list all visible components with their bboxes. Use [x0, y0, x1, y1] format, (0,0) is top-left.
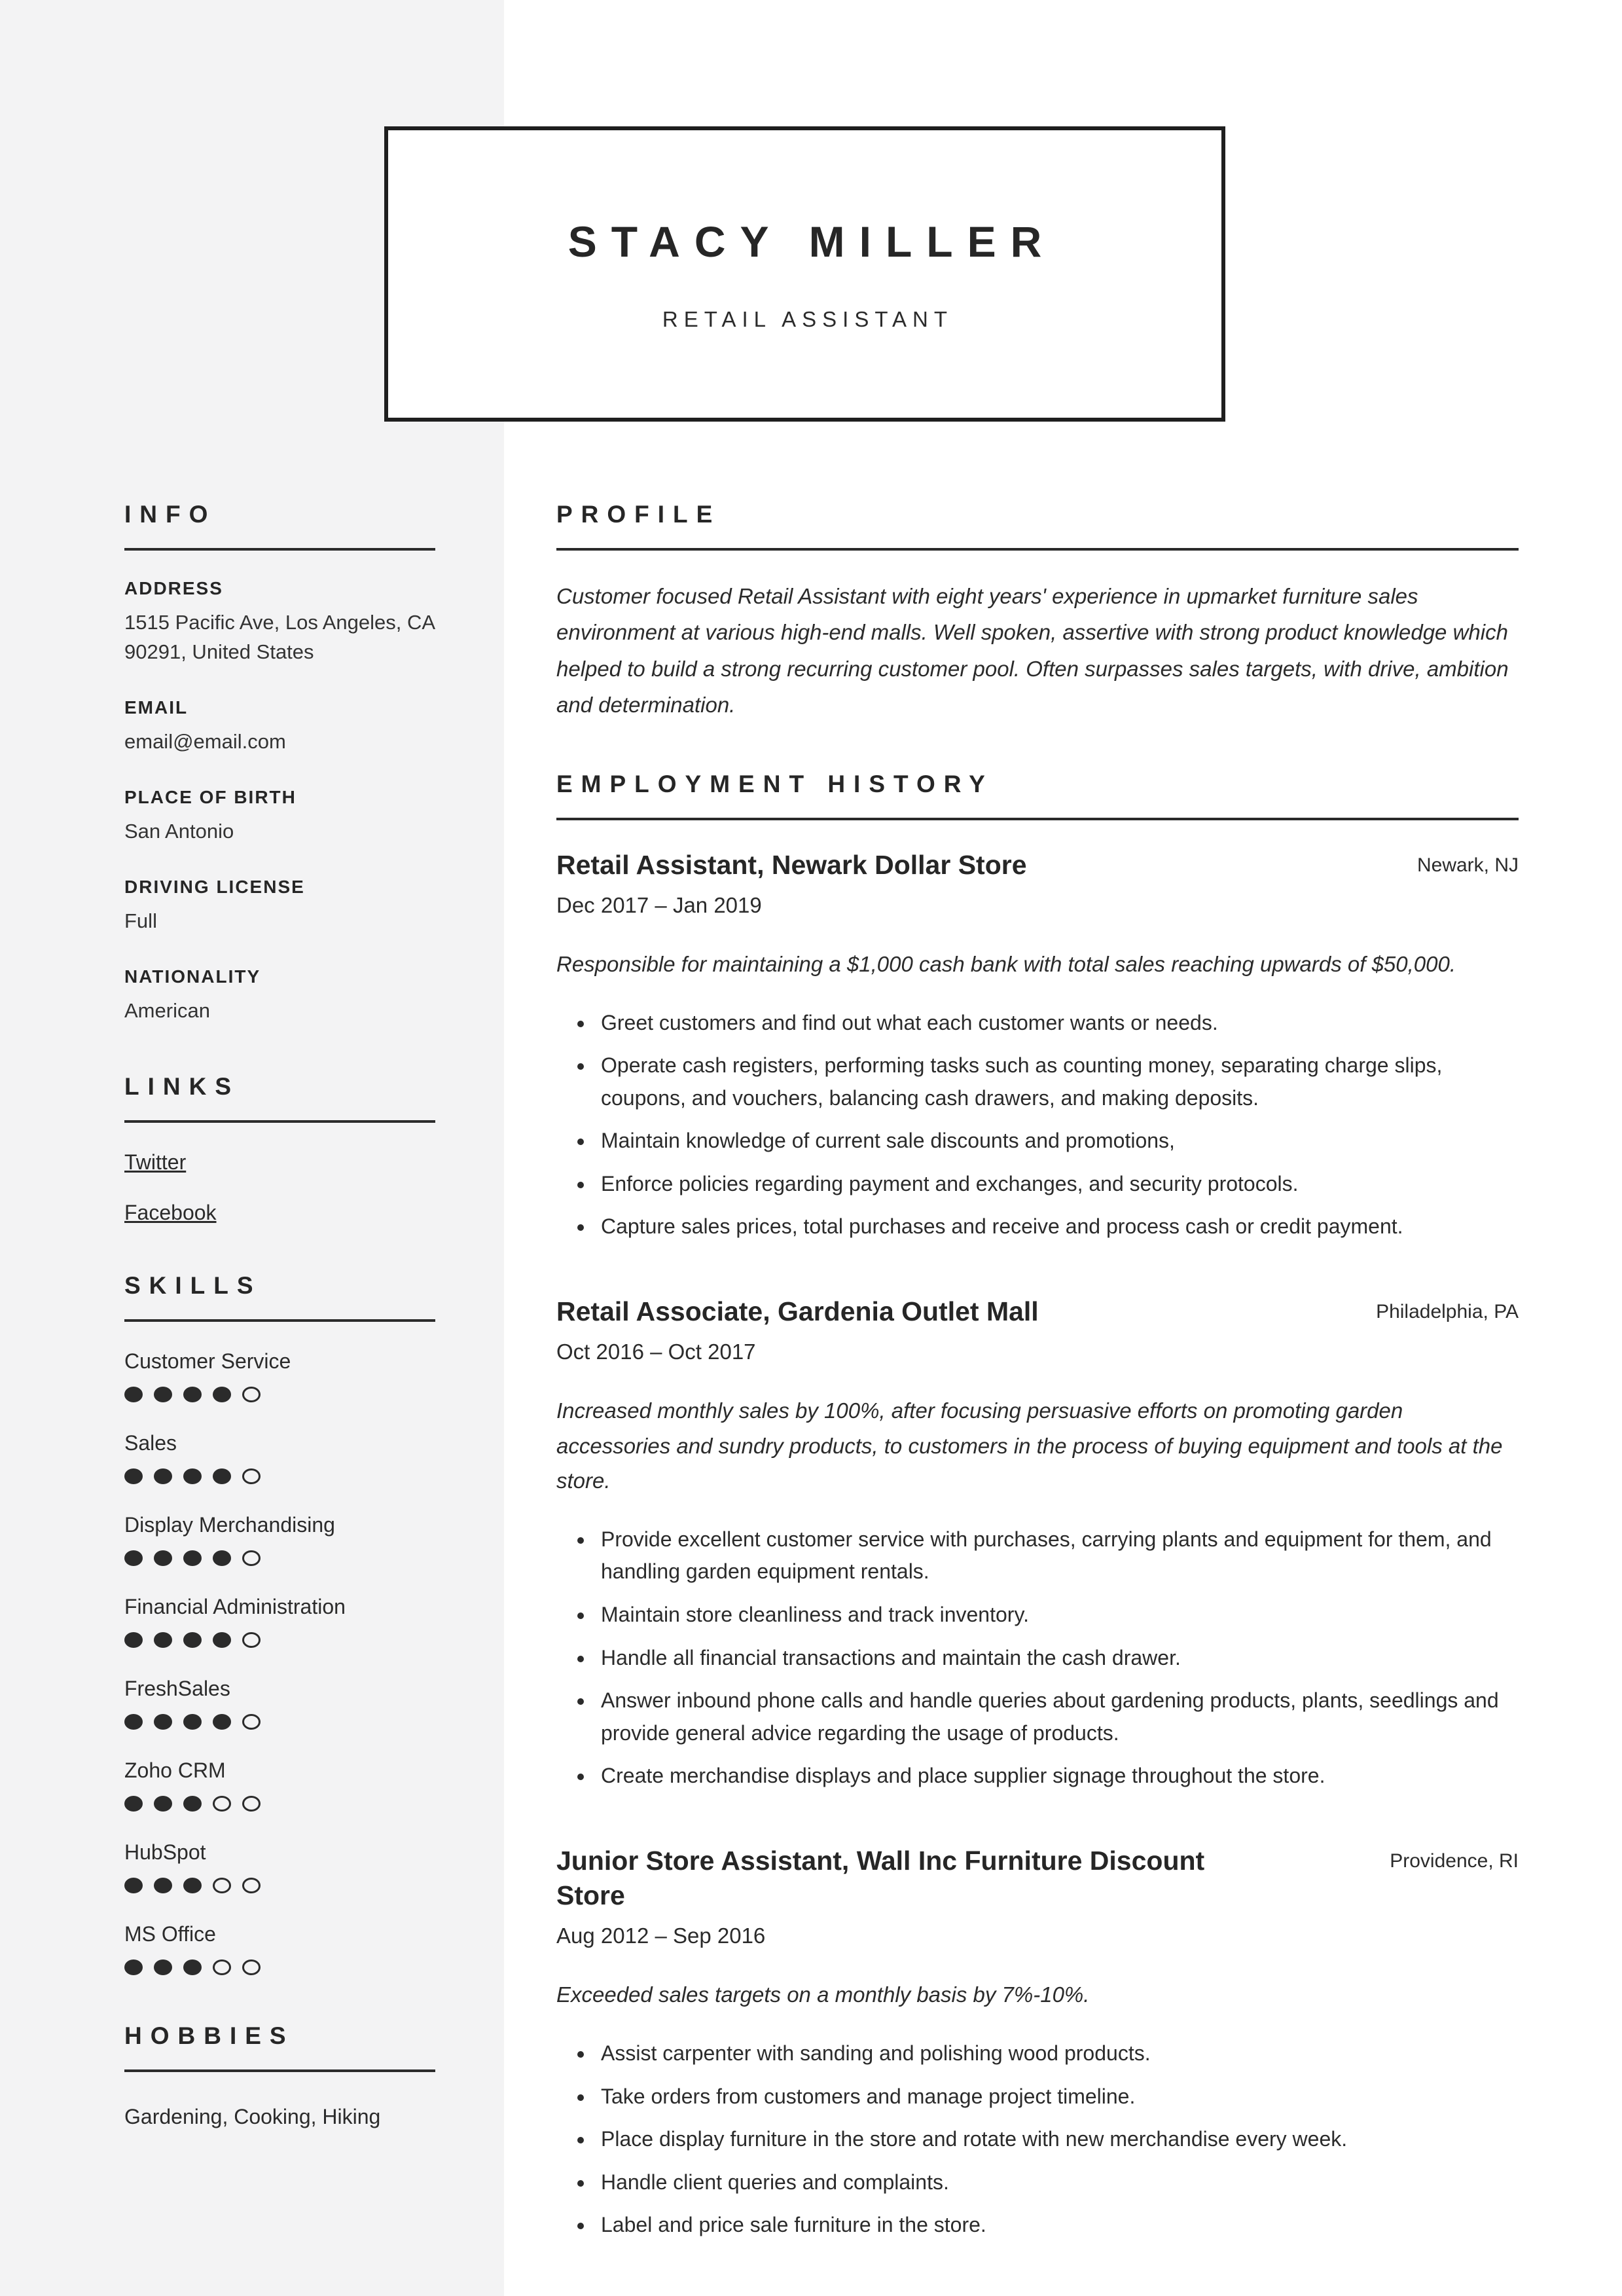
person-job-title: RETAIL ASSISTANT [662, 306, 954, 331]
hobbies-section [124, 2022, 435, 2134]
links-heading: LINKS [124, 1073, 435, 1123]
skill-item [124, 1922, 435, 1975]
skill-dot-filled [154, 1632, 172, 1648]
external-link[interactable]: Twitter [124, 1150, 187, 1174]
skill-dot-empty [242, 1878, 261, 1893]
skill-dot-filled [213, 1550, 231, 1566]
job-entry [556, 1294, 1519, 1793]
main-content [556, 501, 1519, 2293]
job-bullet: • Greet customers and find out what each customer wants or needs. [594, 1007, 1519, 1040]
skills-section [124, 1272, 435, 1975]
skill-dot-empty [213, 1959, 231, 1975]
job-bullet: • Maintain knowledge of current sale discounts and promotions, [594, 1125, 1519, 1157]
links-section [124, 1073, 435, 1225]
job-bullet: • Answer inbound phone calls and handle queries about gardening products, plants, seedlings and provide general advice regarding the usage of products. [594, 1685, 1519, 1749]
skill-dot-filled [124, 1796, 143, 1812]
skill-level-dots [124, 1632, 435, 1648]
skill-dot-empty [242, 1387, 261, 1402]
skill-dot-filled [213, 1387, 231, 1402]
profile-text: Customer focused Retail Assistant with eight years' experience in upmarket furniture sales environment at various high-end malls. Well spoken, assertive with strong product knowledge which helped to build a strong recurring customer pool. Often surpasses sales targets, with drive, ambition and determination. [556, 584, 1509, 718]
link-row [124, 1201, 435, 1225]
job-bullets [556, 1523, 1519, 1793]
profile-heading: PROFILE [556, 501, 1519, 551]
job-bullet: • Label and price sale furniture in the store. [594, 2209, 1519, 2242]
info-field [124, 578, 435, 667]
skill-dot-filled [124, 1550, 143, 1566]
job-location: Newark, NJ [1416, 854, 1519, 876]
skill-name: Sales [124, 1430, 177, 1455]
job-bullet: • Assist carpenter with sanding and polishing wood products. [594, 2037, 1519, 2070]
info-field-label: EMAIL [124, 697, 189, 718]
job-bullet: • Handle all financial transactions and maintain the cash drawer. [594, 1642, 1519, 1675]
info-field [124, 697, 435, 757]
info-field [124, 966, 435, 1026]
skill-dot-filled [183, 1632, 202, 1648]
info-field-value: 1515 Pacific Ave, Los Angeles, CA 90291, United States [124, 611, 435, 663]
skill-level-dots [124, 1468, 435, 1484]
skill-dot-filled [124, 1632, 143, 1648]
skills-list [124, 1349, 435, 1975]
hobbies-text: Gardening, Cooking, Hiking [124, 2104, 381, 2128]
skill-dot-filled [213, 1468, 231, 1484]
skill-name: Display Merchandising [124, 1512, 335, 1537]
skill-dot-empty [242, 1468, 261, 1484]
job-bullet: • Provide excellent customer service with purchases, carrying plants and equipment for them, and handling garden equipment rentals. [594, 1523, 1519, 1588]
skill-name: FreshSales [124, 1676, 230, 1700]
skill-level-dots [124, 1796, 435, 1812]
job-dates: Oct 2016 – Oct 2017 [556, 1339, 756, 1364]
job-summary: Exceeded sales targets on a monthly basis by 7%-10%. [556, 1982, 1090, 2007]
job-entry [556, 1844, 1519, 2242]
skill-dot-filled [183, 1468, 202, 1484]
job-head [556, 848, 1519, 883]
skill-item [124, 1513, 435, 1566]
skill-name: Customer Service [124, 1349, 291, 1373]
job-dates: Aug 2012 – Sep 2016 [556, 1923, 766, 1948]
hobbies-heading: HOBBIES [124, 2022, 435, 2072]
sidebar [124, 501, 435, 2181]
skill-item [124, 1431, 435, 1484]
skill-dot-filled [124, 1959, 143, 1975]
job-bullet: • Enforce policies regarding payment and exchanges, and security protocols. [594, 1168, 1519, 1201]
job-bullet: • Handle client queries and complaints. [594, 2166, 1519, 2199]
header-box [384, 126, 1225, 422]
employment-heading: EMPLOYMENT HISTORY [556, 771, 1519, 820]
skill-name: Zoho CRM [124, 1758, 226, 1782]
job-title: Retail Associate, Gardenia Outlet Mall [556, 1296, 1039, 1327]
skill-level-dots [124, 1387, 435, 1402]
skill-dot-filled [183, 1796, 202, 1812]
skill-level-dots [124, 1878, 435, 1893]
job-head [556, 1294, 1519, 1329]
links-list [124, 1150, 435, 1225]
info-field-value: San Antonio [124, 819, 234, 843]
link-row [124, 1150, 435, 1175]
skill-dot-empty [242, 1550, 261, 1566]
skill-item [124, 1840, 435, 1893]
info-field [124, 877, 435, 936]
skill-item [124, 1677, 435, 1730]
skill-level-dots [124, 1550, 435, 1566]
jobs-list [556, 848, 1519, 2242]
skill-dot-filled [124, 1387, 143, 1402]
skill-item [124, 1758, 435, 1812]
skill-dot-empty [242, 1632, 261, 1648]
skill-dot-filled [183, 1959, 202, 1975]
info-field-label: PLACE OF BIRTH [124, 786, 297, 807]
skill-dot-empty [213, 1878, 231, 1893]
skill-dot-empty [242, 1796, 261, 1812]
info-fields [124, 578, 435, 1026]
job-bullets [556, 1007, 1519, 1244]
job-entry [556, 848, 1519, 1243]
skill-item [124, 1349, 435, 1402]
skill-item [124, 1595, 435, 1648]
info-field-value: Full [124, 909, 157, 932]
job-bullet: • Capture sales prices, total purchases and receive and process cash or credit payment. [594, 1211, 1519, 1243]
skill-dot-filled [154, 1796, 172, 1812]
skill-dot-empty [242, 1959, 261, 1975]
job-summary: Responsible for maintaining a $1,000 cash bank with total sales reaching upwards of $50,000. [556, 952, 1456, 977]
skill-dot-filled [154, 1959, 172, 1975]
info-field-label: DRIVING LICENSE [124, 876, 305, 897]
info-heading: INFO [124, 501, 435, 551]
skill-dot-filled [183, 1878, 202, 1893]
info-field-label: ADDRESS [124, 578, 223, 598]
job-bullet: • Take orders from customers and manage project timeline. [594, 2081, 1519, 2113]
skill-name: Financial Administration [124, 1594, 346, 1618]
job-bullet: • Place display furniture in the store and rotate with new merchandise every week. [594, 2123, 1519, 2156]
external-link[interactable]: Facebook [124, 1200, 217, 1224]
skill-dot-filled [154, 1468, 172, 1484]
employment-section [556, 771, 1519, 2242]
info-field-label: NATIONALITY [124, 966, 261, 987]
job-location: Providence, RI [1390, 1850, 1519, 1872]
skill-level-dots [124, 1714, 435, 1730]
job-title: Retail Assistant, Newark Dollar Store [556, 849, 1027, 880]
info-field-value: American [124, 998, 210, 1022]
skill-name: MS Office [124, 1922, 216, 1946]
skill-name: HubSpot [124, 1840, 206, 1864]
skill-dot-filled [154, 1714, 172, 1730]
profile-section [556, 501, 1519, 723]
skill-dot-filled [124, 1878, 143, 1893]
skill-dot-filled [183, 1550, 202, 1566]
skill-dot-filled [154, 1387, 172, 1402]
skill-dot-filled [154, 1550, 172, 1566]
job-summary: Increased monthly sales by 100%, after focusing persuasive efforts on promoting garden accessories and sundry products, to customers in the process of buying equipment and tools at the store. [556, 1398, 1503, 1493]
job-dates: Dec 2017 – Jan 2019 [556, 893, 762, 918]
info-section [124, 501, 435, 1026]
skill-dot-filled [154, 1878, 172, 1893]
skill-dot-filled [124, 1714, 143, 1730]
skill-dot-filled [213, 1632, 231, 1648]
job-title: Junior Store Assistant, Wall Inc Furniture Discount Store [556, 1845, 1205, 1911]
job-bullets [556, 2037, 1519, 2242]
job-head [556, 1844, 1519, 1914]
skill-dot-filled [183, 1714, 202, 1730]
info-field-value: email@email.com [124, 729, 286, 753]
job-bullet: • Operate cash registers, performing tasks such as counting money, separating charge slips, coupons, and vouchers, balancing cash drawers, and making deposits. [594, 1049, 1519, 1114]
skill-dot-empty [213, 1796, 231, 1812]
skill-dot-filled [183, 1387, 202, 1402]
job-bullet: • Create merchandise displays and place supplier signage throughout the store. [594, 1760, 1519, 1793]
skill-dot-empty [242, 1714, 261, 1730]
person-name: STACY MILLER [568, 217, 1056, 266]
job-bullet: • Maintain store cleanliness and track inventory. [594, 1599, 1519, 1631]
info-field [124, 787, 435, 847]
skill-dot-filled [213, 1714, 231, 1730]
skill-dot-filled [124, 1468, 143, 1484]
skills-heading: SKILLS [124, 1272, 435, 1322]
skill-level-dots [124, 1959, 435, 1975]
job-location: Philadelphia, PA [1376, 1301, 1519, 1323]
